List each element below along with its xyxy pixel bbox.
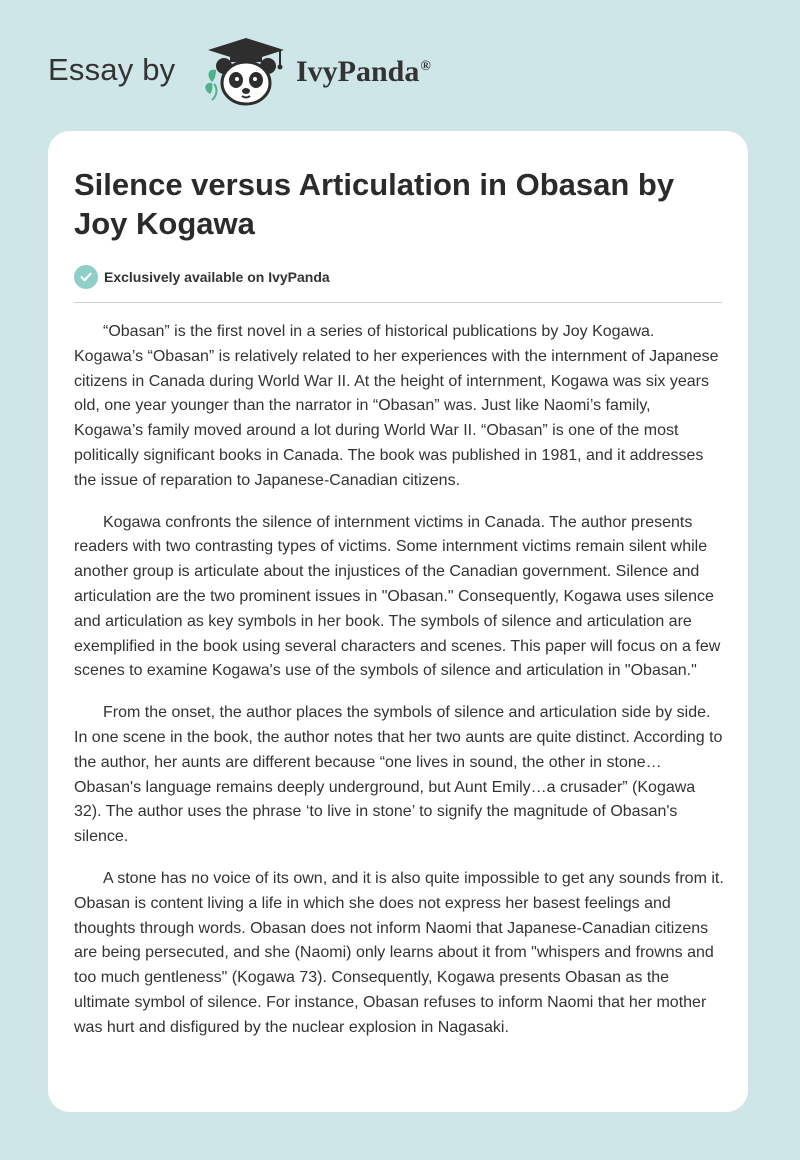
brand-name-text: IvyPanda [296, 55, 420, 88]
site-header [0, 0, 800, 130]
essay-title: Silence versus Articulation in Obasan by Joy Kogawa [74, 167, 675, 241]
registered-mark: ® [420, 59, 431, 74]
brand-name[interactable] [296, 55, 431, 89]
essay-card [48, 131, 748, 1112]
check-icon [74, 265, 98, 289]
paragraph: A stone has no voice of its own, and it is also quite impossible to get any sounds from it. Obasan is content living a life in which she does not express her basest feelings and thoughts through words. Obasan does not inform Naomi that Japanese-Canadian citizens are being persecuted, and she (Naomi) only learns about it from "whispers and frowns and too much gentleness" (Kogawa 73). Consequently, Kogawa presents Obasan as the ultimate symbol of silence. For instance, Obasan refuses to inform Naomi that her mother was hurt and disfigured by the nuclear explosion in Nagasaki. [74, 869, 724, 1036]
badge-text: Exclusively available on IvyPanda [104, 269, 330, 285]
brand-prefix: Essay by [48, 52, 176, 87]
paragraph: “Obasan” is the first novel in a series of historical publications by Joy Kogawa. Kogawa’s “Obasan” is relatively related to her experiences with the internment of Japanese citizens in Canada during World War II. At the height of internment, Kogawa was six years old, one year younger than the narrator in “Obasan” was. Just like Naomi’s family, Kogawa’s family moved around a lot during World War II. “Obasan” is one of the most politically significant books in Canada. The book was published in 1981, and it addresses the issue of reparation to Japanese-Canadian citizens. [74, 323, 719, 489]
paragraph: Kogawa confronts the silence of internment victims in Canada. The author presents readers with two contrasting types of victims. Some internment victims remain silent while another group is articulate about the injustices of the Canadian government. Silence and articulation are the two prominent issues in "Obasan." Consequently, Kogawa uses silence and articulation as key symbols in her book. The symbols of silence and articulation are exemplified in the book using several characters and scenes. This paper will focus on a few scenes to examine Kogawa's use of the symbols of silence and articulation in "Obasan." [74, 513, 721, 680]
essay-body [74, 320, 724, 1058]
paragraph: From the onset, the author places the symbols of silence and articulation side by side. In one scene in the book, the author notes that her two aunts are quite distinct. According to the author, her aunts are different because “one lives in sound, the other in stone…Obasan's language remains deeply underground, but Aunt Emily…a crusader” (Kogawa 32). The author uses the phrase ‘to live in stone’ to signify the magnitude of Obasan's silence. [74, 704, 723, 846]
panda-graduate-icon[interactable] [200, 36, 292, 108]
divider [74, 302, 722, 303]
exclusive-badge [74, 264, 330, 290]
